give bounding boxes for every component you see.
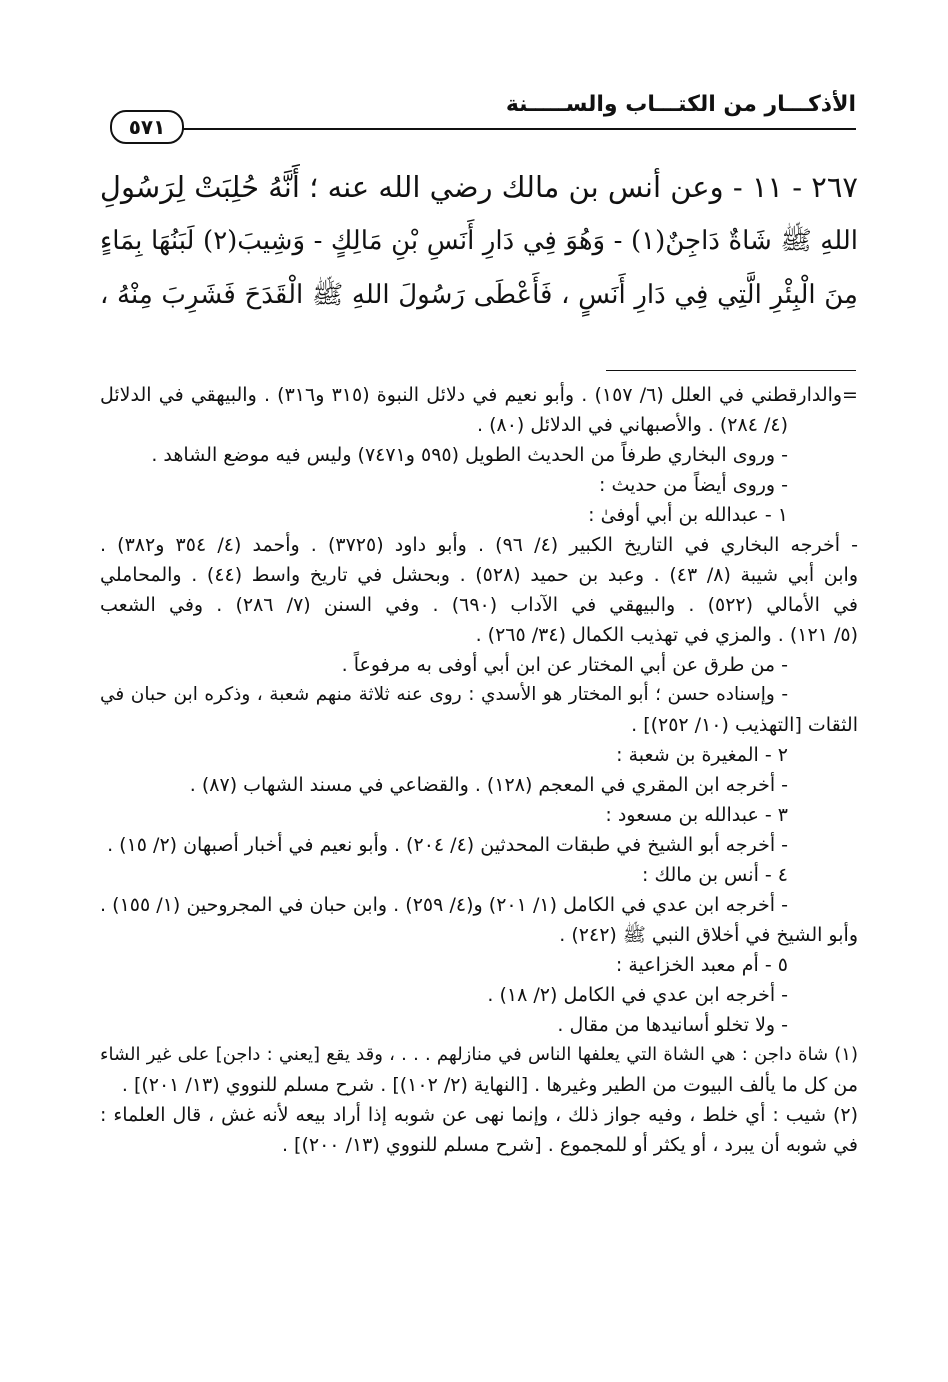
- page-header: [110, 88, 856, 139]
- footnote-line: في شوبه أن يبرد ، أو يكثر أو للمجموع . [شرح مسلم للنووي (١٣/ ٢٠٠)] .: [281, 1134, 858, 1156]
- footnote-line: - وروى أيضاً من حديث :: [599, 474, 788, 496]
- footnote-line: (٥/ ١٢١) . والمزي في تهذيب الكمال (٣٤/ ٢٦٥) .: [475, 624, 858, 646]
- footnote-line: ١ - عبدالله بن أبي أوفىٰ :: [588, 504, 788, 526]
- hadith-line: ٢٦٧ - ١١ - وعن أنس بن مالك رضي الله عنه ؛ أَنَّهُ حُلِبَتْ لِرَسُولِ: [99, 170, 858, 204]
- hadith-line: اللهِ ﷺ شَاةٌ دَاجِنٌ(١) - وَهُوَ فِي دَارِ أَنَسِ بْنِ مَالِكٍ - وَشِيبَ(٢) لَبَنُهَا بِمَاءٍ: [100, 226, 858, 256]
- page-number: ٥٧١: [110, 110, 184, 144]
- footnote-line: - ولا تخلو أسانيدها من مقال .: [557, 1014, 788, 1036]
- footnote-line: - أخرجه البخاري في التاريخ الكبير (٤/ ٩٦) . وأبو داود (٣٧٢٥) . وأحمد (٤/ ٣٥٤ و٣٨٢) .: [100, 534, 858, 556]
- header-rule: [178, 128, 856, 130]
- footnote-line: - وإسناده حسن ؛ أبو المختار هو الأسدي : روى عنه ثلاثة منهم شعبة ، وذكره ابن حبان في: [100, 684, 788, 705]
- footnote-line: - أخرجه ابن عدي في الكامل (١/ ٢٠١) و(٤/ ٢٥٩) . وابن حبان في المجروحين (١/ ١٥٥) .: [100, 894, 788, 916]
- footnote-line: - أخرجه ابن المقري في المعجم (١٢٨) . والقضاعي في مسند الشهاب (٨٧) .: [189, 774, 788, 796]
- footnote-line: من كل ما يألف البيوت من الطير وغيرها . [النهاية (٢/ ١٠٢)] . شرح مسلم للنووي (١٣/ ٢٠١)] .: [121, 1074, 858, 1096]
- footnote-line: في الأمالي (٥٢٢) . والبيهقي في الآداب (٦٩٠) . وفي السنن (٧/ ٢٨٦) . وفي الشعب: [100, 594, 858, 616]
- footnote-line: وأبو الشيخ في أخلاق النبي ﷺ (٢٤٢) .: [559, 924, 858, 946]
- hadith-text: [100, 160, 858, 322]
- footnote-line: الثقات [التهذيب (١٠/ ٢٥٢)] .: [631, 714, 858, 736]
- footnote-line: (٢) شيب : أي خلط ، وفيه جواز ذلك ، وإنما نهى عن شوبه إذا أراد بيعه لأنه غش ، قال العلماء :: [100, 1104, 858, 1126]
- footnote-separator: [606, 370, 856, 371]
- hadith-line: مِنَ الْبِئْرِ الَّتِي فِي دَارِ أَنَسٍ ، فَأَعْطَى رَسُولَ اللهِ ﷺ الْقَدَحَ فَشَرِبَ مِنْهُ ،: [100, 280, 858, 310]
- footnote-line: - من طرق عن أبي المختار عن ابن أبي أوفى به مرفوعاً .: [341, 654, 788, 676]
- running-title: الأذكـــار من الكتـــاب والســـــنة: [505, 92, 856, 117]
- footnote-line: ٢ - المغيرة بن شعبة :: [616, 744, 788, 766]
- footnote-line: - وروى البخاري طرفاً من الحديث الطويل (٥٩٥ و٧٤٧١) وليس فيه موضع الشاهد .: [151, 444, 788, 466]
- footnote-line: وابن أبي شيبة (٨/ ٤٣) . وعبد بن حميد (٥٢٨) . وبحشل في تاريخ واسط (٤٤) . والمحاملي: [100, 564, 858, 586]
- footnote-line: ٣ - عبدالله بن مسعود :: [605, 804, 788, 826]
- footnotes: [100, 380, 858, 1160]
- footnote-line: =والدارقطني في العلل (٦/ ١٥٧) . وأبو نعيم في دلائل النبوة (٣١٥ و٣١٦) . والبيهقي في الدلائل: [100, 384, 858, 406]
- footnote-line: ٤ - أنس بن مالك :: [642, 864, 788, 886]
- footnote-line: - أخرجه ابن عدي في الكامل (٢/ ١٨) .: [487, 984, 788, 1006]
- footnote-line: ٥ - أم معبد الخزاعية :: [615, 954, 788, 976]
- footnote-line: (٤/ ٢٨٤) . والأصبهاني في الدلائل (٨٠) .: [476, 414, 788, 436]
- footnote-line: (١) شاة داجن : هي الشاة التي يعلفها الناس في منازلهم . . . ، وقد يقع [يعني : داجن] على غير الشاء: [100, 1044, 858, 1065]
- footnote-line: - أخرجه أبو الشيخ في طبقات المحدثين (٤/ ٢٠٤) . وأبو نعيم في أخبار أصبهان (٢/ ١٥) .: [107, 834, 788, 856]
